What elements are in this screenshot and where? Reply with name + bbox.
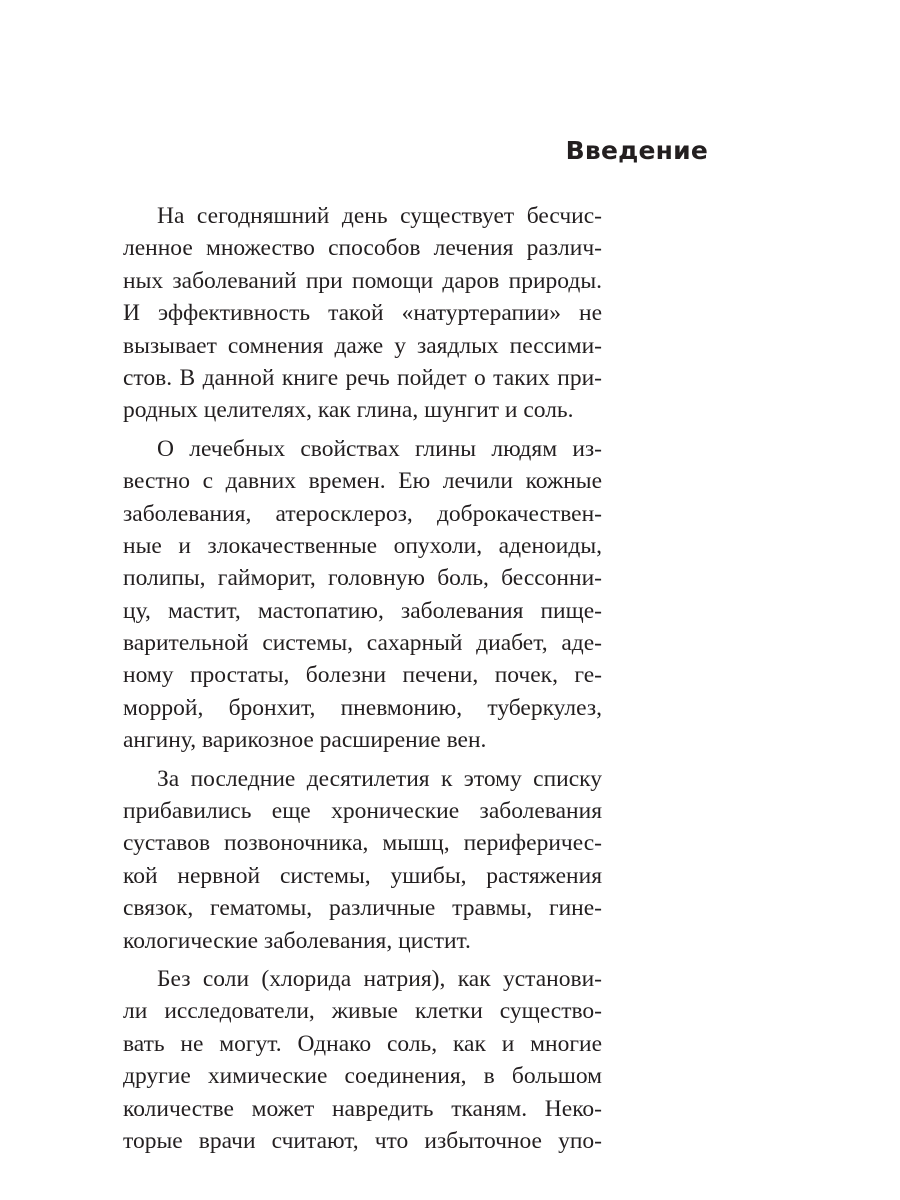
text-line: моррой, бронхит, пневмонию, туберкулез, — [123, 694, 602, 721]
text-line: количестве может навредить тканям. Неко- — [123, 1095, 602, 1122]
paragraph — [123, 200, 602, 427]
text-line: полипы, гайморит, головную боль, бессонни- — [123, 565, 602, 592]
text-line: родных целителях, как глина, шунгит и соль. — [123, 397, 574, 424]
text-line: торые врачи считают, что избыточное упо- — [123, 1127, 602, 1154]
text-line: ных заболеваний при помощи даров природы. — [123, 267, 602, 294]
paragraph — [123, 433, 602, 757]
text-line: И эффективность такой «натуртерапии» не — [123, 300, 602, 327]
text-line: кой нервной системы, ушибы, растяжения — [123, 862, 602, 889]
text-line: На сегодняшний день существует бесчис- — [157, 203, 602, 229]
text-line: стов. В данной книге речь пойдет о таких при- — [123, 364, 602, 391]
paragraph — [123, 963, 602, 1157]
chapter-title: Введение — [565, 136, 708, 165]
text-line: прибавились еще хронические заболевания — [123, 798, 602, 825]
text-line: вызывает сомнения даже у заядлых пессими- — [123, 332, 602, 359]
body-text — [123, 200, 602, 1157]
text-line: ангину, варикозное расширение вен. — [123, 727, 487, 754]
text-line: цу, мастит, мастопатию, заболевания пище- — [123, 597, 602, 624]
text-line: другие химические соединения, в большом — [123, 1063, 602, 1090]
text-line: ли исследователи, живые клетки существо- — [123, 998, 602, 1025]
text-line: О лечебных свойствах глины людям из- — [157, 435, 602, 462]
text-line: варительной системы, сахарный диабет, аде- — [123, 630, 602, 657]
text-line: заболевания, атеросклероз, доброкачествен- — [123, 500, 602, 527]
text-line: ному простаты, болезни печени, почек, ге- — [123, 662, 602, 689]
text-line: За последние десятилетия к этому списку — [157, 765, 602, 792]
text-line: кологические заболевания, цистит. — [123, 927, 471, 954]
text-line: суставов позвоночника, мышц, периферичес- — [123, 830, 602, 857]
text-line: ленное множество способов лечения различ- — [123, 235, 602, 262]
text-line: ные и злокачественные опухоли, аденоиды, — [123, 532, 602, 559]
paragraph — [123, 763, 602, 957]
text-line: связок, гематомы, различные травмы, гине- — [123, 895, 602, 922]
text-line: вать не могут. Однако соль, как и многие — [123, 1030, 602, 1057]
text-line: Без соли (хлорида натрия), как установи- — [157, 965, 602, 992]
text-line: вестно с давних времен. Ею лечили кожные — [123, 468, 602, 495]
